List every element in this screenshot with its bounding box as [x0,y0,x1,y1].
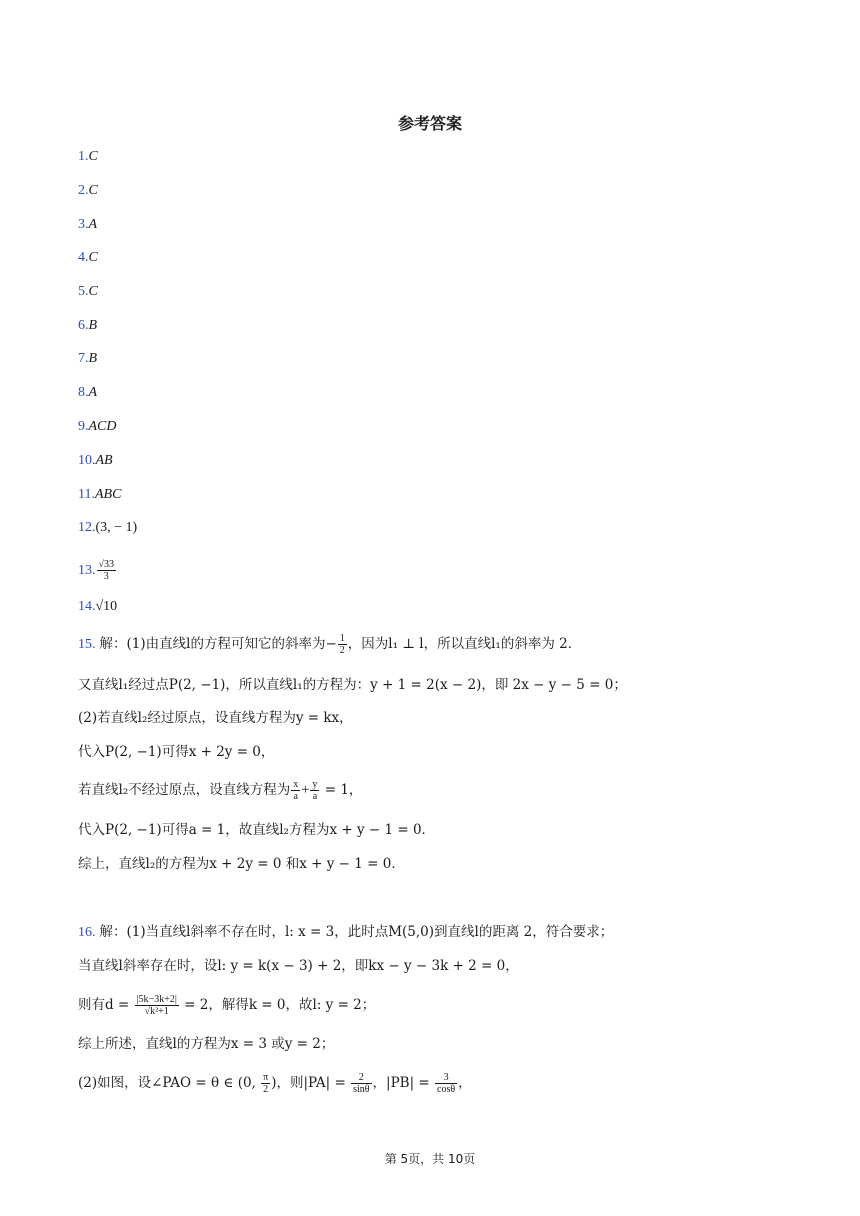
answer-14: 14.√10 [78,599,118,614]
q15-line-1: 15. 解：(1)由直线l的方程可知它的斜率为− $\frac{1}{2}$ ，因为l₁ ⊥ l，所以直线l₁的斜率为 2． [78,633,582,656]
answer-13: 13. $\frac{√33}{3}$ [78,559,114,582]
answer-10: 10.AB [78,453,113,468]
answer-2: 2.C [78,183,98,198]
page-footer: 第 5页，共 10页 [384,1152,476,1166]
answer-3: 3.A [78,217,98,232]
answer-11: 11.ABC [78,487,122,502]
answer-1: 1.C [78,149,98,164]
answer-8: 8.A [78,385,98,400]
answer-5: 5.C [78,284,98,299]
q15-line-2: 又直线l₁经过点P(2, −1)，所以直线l₁的方程为：y + 1 = 2(x − 2)，即 2x − y − 5 = 0； [78,677,627,693]
q15-line-4: 代入P(2, −1)可得x + 2y = 0， [78,744,275,760]
q16-line-2: 当直线l斜率存在时，设l: y = k(x − 3) + 2，即kx − y − 3k + 2 = 0， [78,958,519,974]
q15-line-6: 代入P(2, −1)可得a = 1，故直线l₂方程为x + y − 1 = 0． [78,822,436,838]
q15-line-3: (2)若直线l₂经过原点，设直线方程为y = kx， [78,710,353,726]
answer-7: 7.B [78,351,98,366]
q16-line-1: 16. 解：(1)当直线l斜率不存在时，l: x = 3，此时点M(5,0)到直线l的距离 2，符合要求； [78,924,614,940]
answer-6: 6.B [78,318,98,333]
answer-9: 9.ACD [78,419,117,434]
page-title: 参考答案 [397,114,462,133]
answer-4: 4.C [78,250,98,265]
q16-line-3: 则有d = $\frac{|5k-3k+2|}{\text{√k²+1}}$ = 2，解得k = 0，故l: y = 2； [78,994,376,1017]
q15-line-7: 综上，直线l₂的方程为x + 2y = 0 和x + y − 1 = 0． [78,856,405,872]
q15-line-5: 若直线l₂不经过原点，设直线方程为 $\frac{x}{a}$ + $\frac{y}{a}$ = 1， [78,779,363,802]
q16-line-4: 综上所述，直线l的方程为x = 3 或y = 2； [78,1036,335,1052]
q16-line-5: (2)如图，设∠PAO = θ ∈ (0, $\frac{\pi}{2}$ )，则|PA| = $\frac{2}{\sin\theta}$ ，|PB| = $\frac{3}{\cos\theta}$ ， [78,1072,472,1095]
answer-12: 12.(3, − 1) [78,520,138,535]
